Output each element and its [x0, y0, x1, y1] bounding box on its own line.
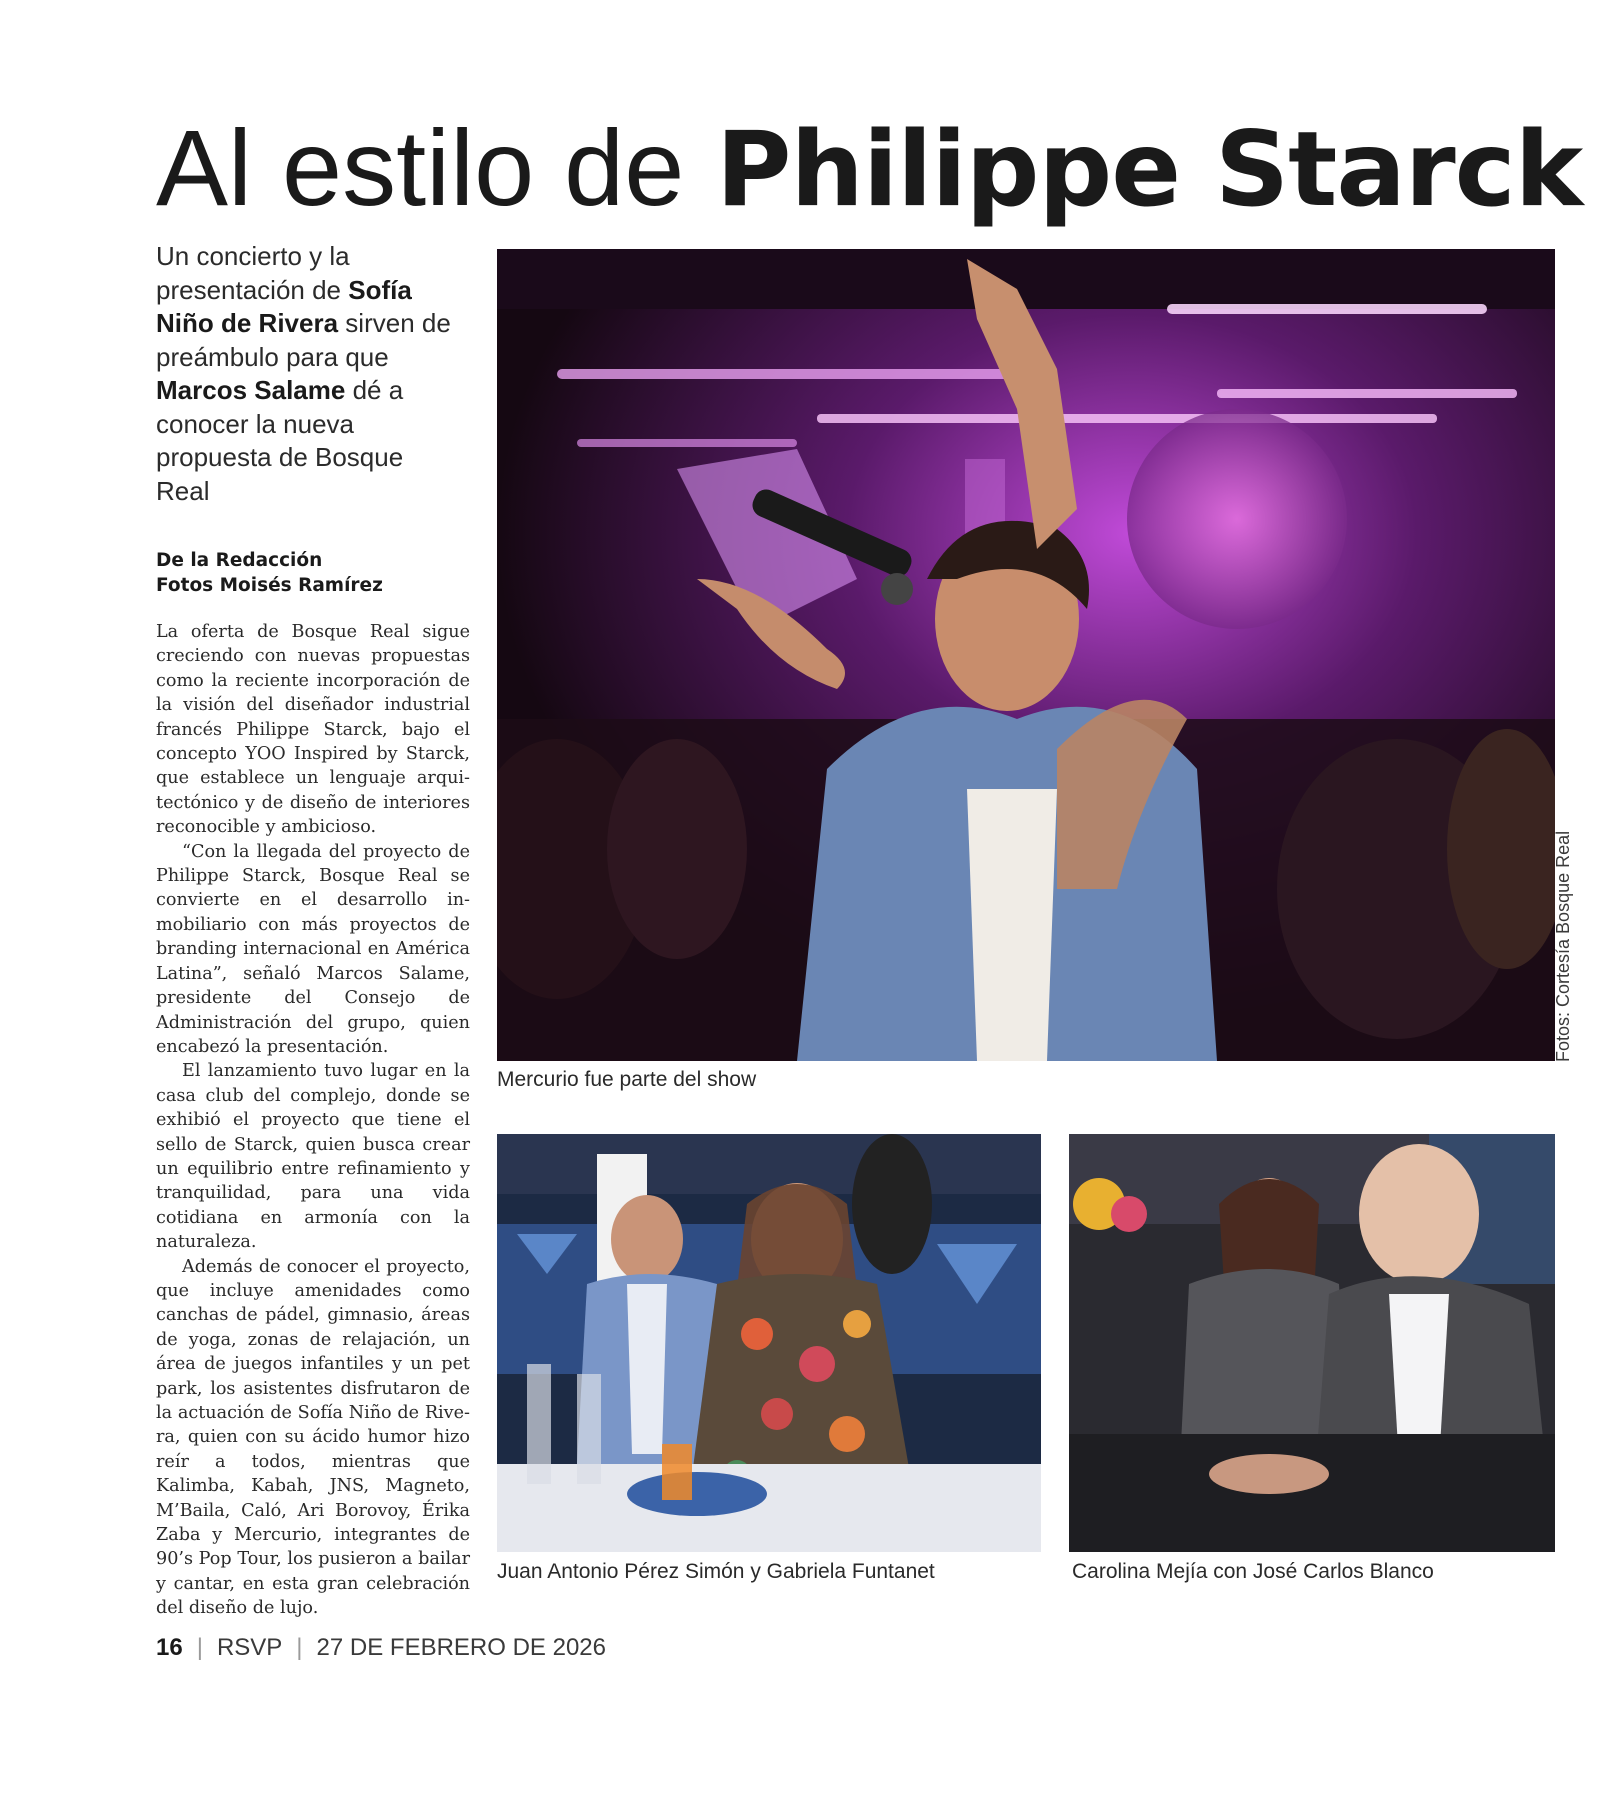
- paragraph: La oferta de Bosque Real sigue creciendo con nuevas propuestas como la reciente incorporación de la visión del diseñador industrial francés Philippe Starck, bajo el concepto YOO Inspired by Starck, que establece un lenguaje arquitectónico y de diseño de interiores reconocible y ambicioso.: [156, 622, 470, 838]
- deck-name-2: Marcos Salame: [156, 375, 346, 405]
- paragraph: El lanzamiento tuvo lugar en la casa club del complejo, donde se exhibió el proyecto que tiene el sello de Starck, quien busca crear un equilibrio entre refinamiento y tranquilidad, para una vida cotidiana en armonía con la naturaleza.: [156, 1061, 470, 1253]
- byline-author: De la Redacción: [156, 550, 323, 571]
- paragraph: Además de conocer el proyecto, que incluye amenidades como canchas de pádel, gimnasio, áreas de yoga, zonas de relajación, un área de juegos infantiles y un pet park, los asistentes disfrutaron de la actuación de Sofía Niño de Rivera, quien con su ácido humor hizo reír a todos, mientras que Kalimba, Kabah, JNS, Magneto, M’Baila, Caló, Ari Borovoy, Érika Zaba y Mercurio, integrantes de 90’s Pop Tour, los pusieron a bailar y cantar, en esta gran celebración del diseño de lujo.: [156, 1256, 470, 1619]
- issue-date: 27 DE FEBRERO DE 2026: [316, 1634, 606, 1661]
- article-body: [156, 620, 470, 1621]
- deck-text-2: sirven de preámbulo para que: [156, 308, 451, 372]
- left-photo-caption: Juan Antonio Pérez Simón y Gabriela Funtanet: [497, 1560, 935, 1583]
- couple-photo-right-graphic: [1069, 1134, 1555, 1552]
- section-name: RSVP: [216, 1634, 283, 1661]
- photo-credit: Fotos: Cortesía Bosque Real: [1553, 830, 1573, 1062]
- byline: [156, 548, 476, 598]
- concert-photo-graphic: [497, 249, 1555, 1061]
- main-photo-caption: Mercurio fue parte del show: [497, 1068, 757, 1091]
- headline-light: Al estilo de: [156, 107, 685, 228]
- couple-photo-left: [497, 1134, 1041, 1552]
- deck-text-3: dé a conocer la nueva propuesta de Bosque Real: [156, 375, 404, 506]
- deck: [156, 240, 456, 508]
- byline-photos: Fotos Moisés Ramírez: [156, 575, 383, 596]
- page-footer: [156, 1633, 606, 1663]
- page-number: 16: [156, 1634, 183, 1661]
- main-photo: [497, 249, 1555, 1061]
- footer-separator: |: [196, 1634, 203, 1661]
- footer-separator: |: [296, 1634, 303, 1661]
- deck-text-1: Un concierto y la presentación de: [156, 241, 350, 305]
- couple-photo-right: [1069, 1134, 1555, 1552]
- headline: [156, 107, 1583, 230]
- right-photo-caption: Carolina Mejía con José Carlos Blanco: [1072, 1560, 1434, 1583]
- deck-name-1: Sofía Niño de Rivera: [156, 274, 412, 338]
- paragraph: “Con la llegada del proyecto de Philippe Starck, Bosque Real se convierte en el desarrollo inmobiliario con más proyectos de branding internacional en América Latina”, señaló Marcos Salame, presidente del Consejo de Administración del grupo, quien encabezó la presentación.: [156, 841, 470, 1057]
- couple-photo-left-graphic: [497, 1134, 1041, 1552]
- headline-bold: Philippe Starck: [716, 110, 1583, 230]
